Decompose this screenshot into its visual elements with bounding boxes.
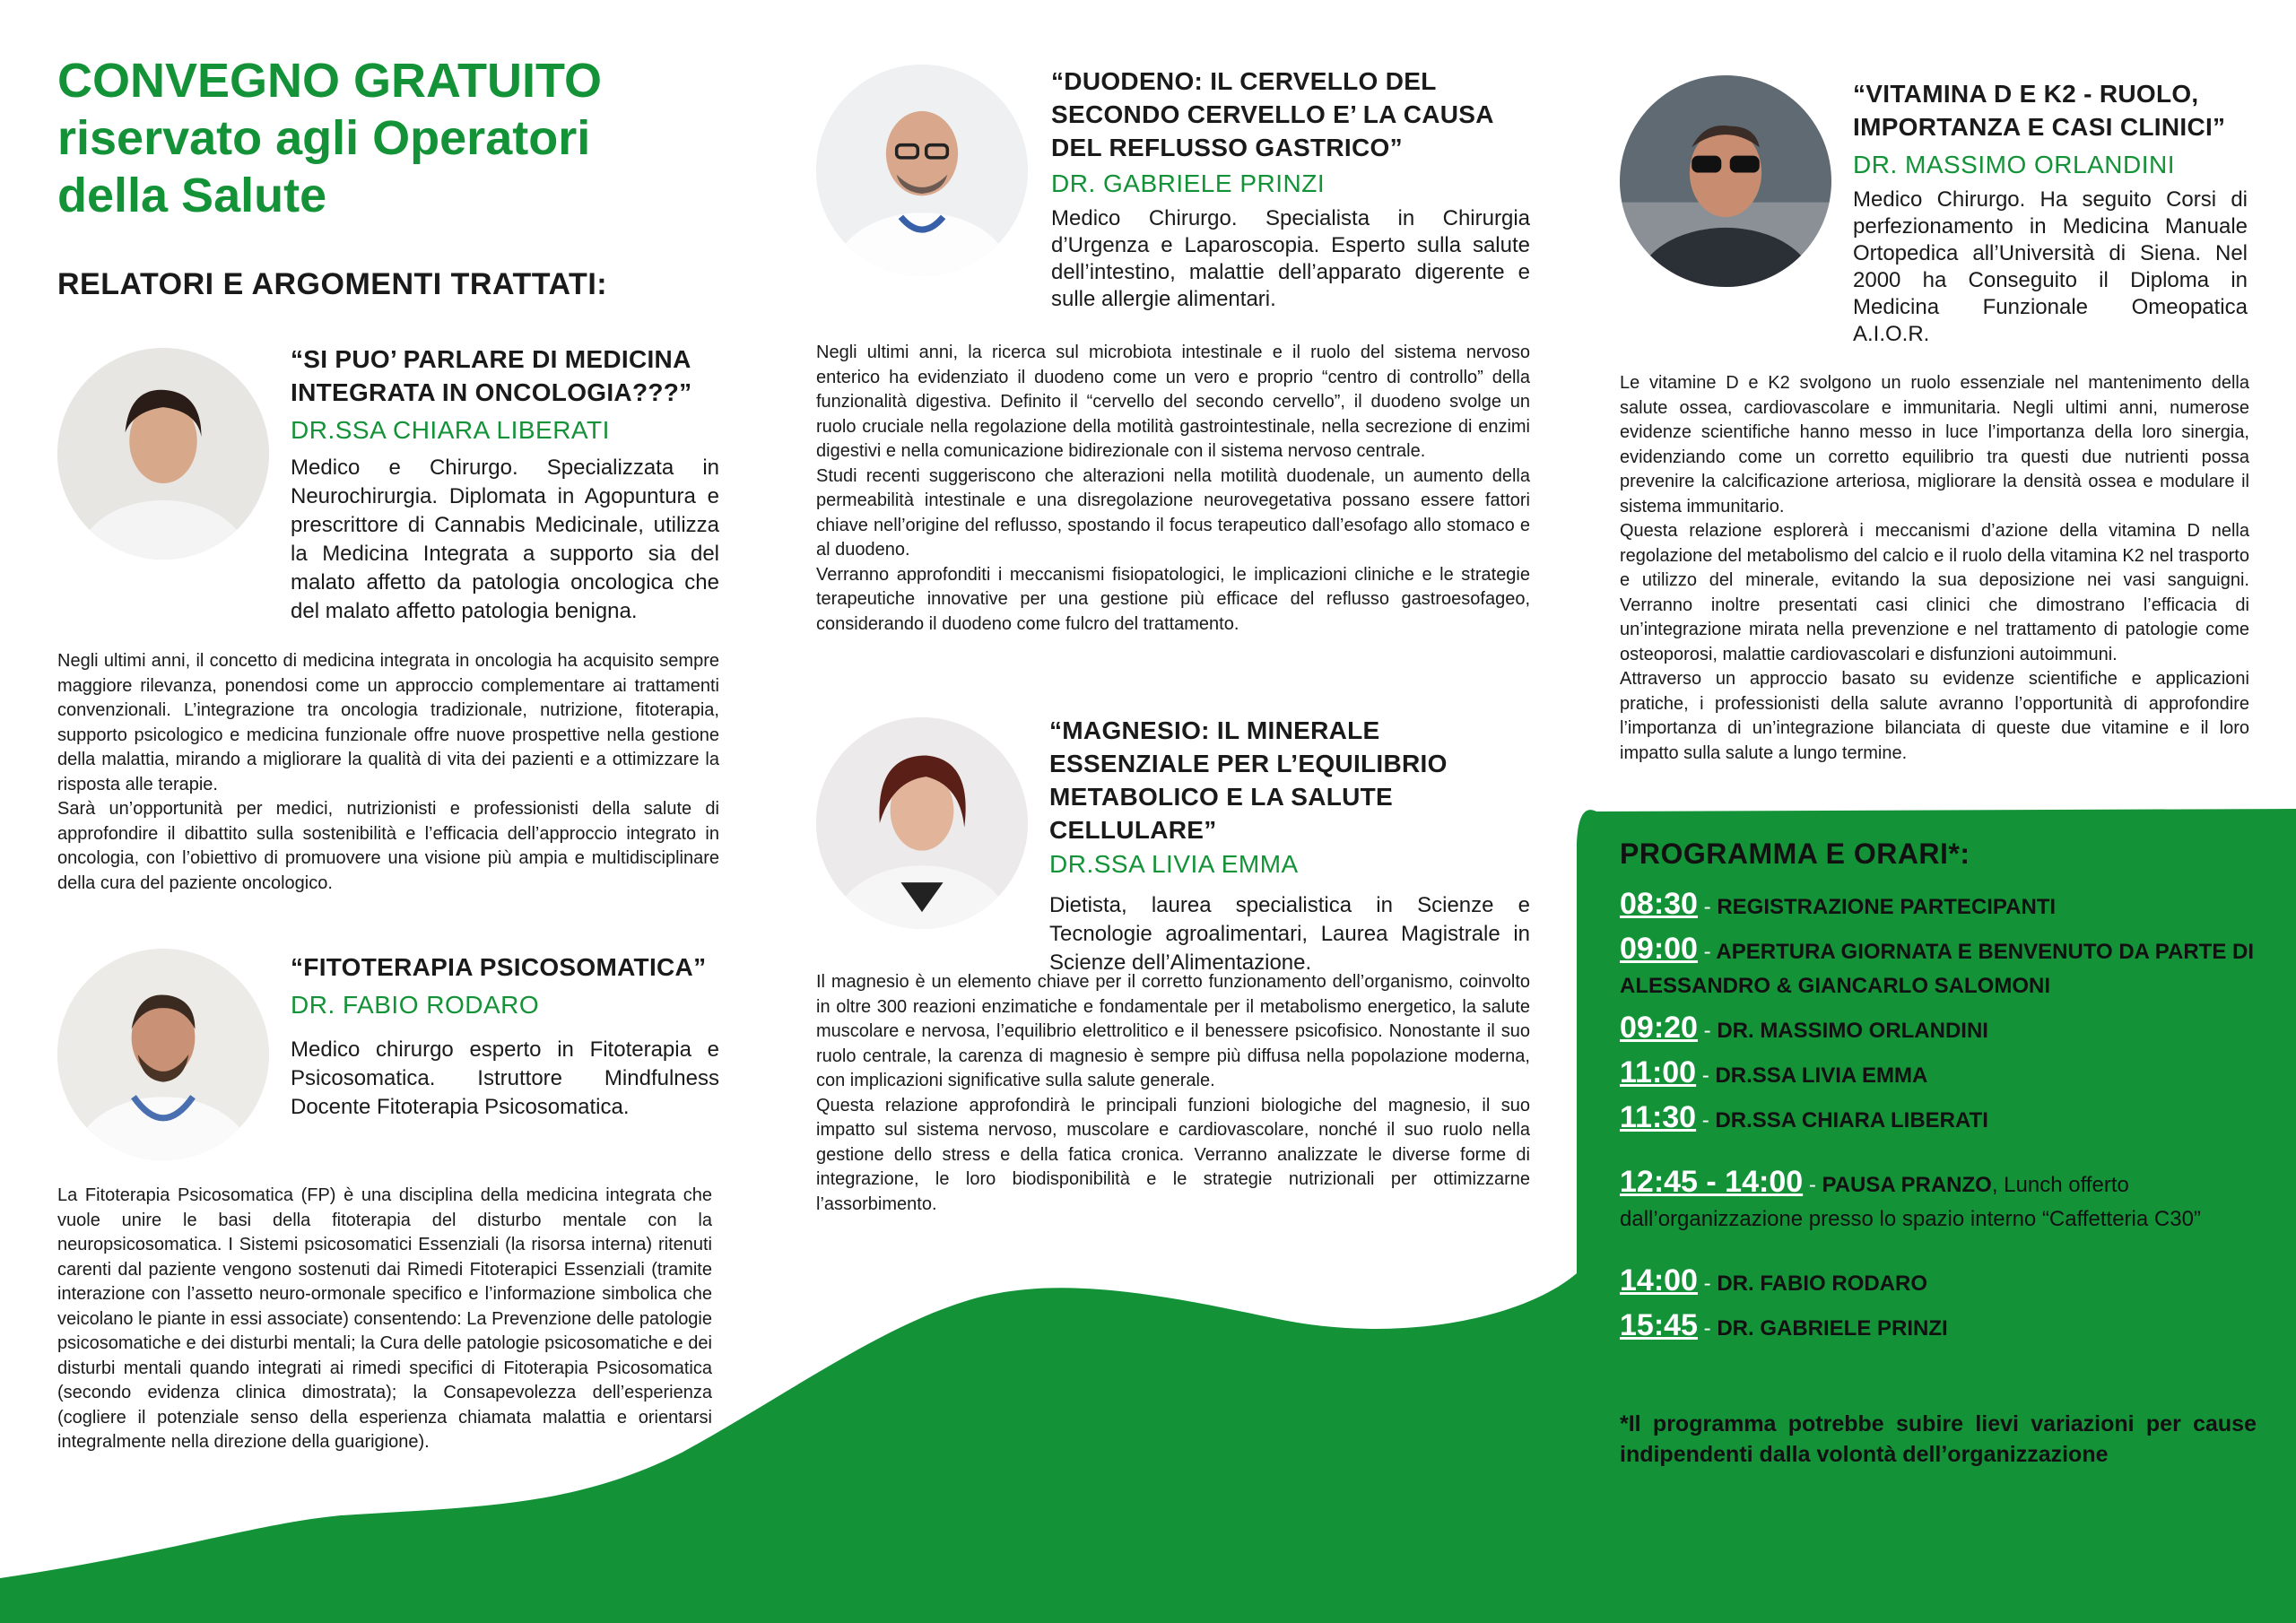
- program-dash: -: [1701, 1063, 1709, 1088]
- program-time: 11:30: [1620, 1100, 1697, 1134]
- program-text: PAUSA PRANZO: [1822, 1173, 1992, 1197]
- program-item: [1620, 887, 2257, 924]
- program-item: [1620, 1165, 2257, 1237]
- speaker-photo-prinzi: [816, 65, 1028, 276]
- speakers-heading: RELATORI E ARGOMENTI TRATTATI:: [57, 267, 608, 301]
- page-title-line-3: della Salute: [57, 169, 327, 222]
- program-text: DR.SSA LIVIA EMMA: [1715, 1063, 1928, 1088]
- paragraph: Questa relazione approfondirà le principali funzioni biologiche del magnesio, il suo impatto sul sistema nervoso, muscolare e cardiovascolare, nonché il suo ruolo nella gestione dello stress e della fatica cronica. Verranno analizzate le diverse forme di integrazione, le loro biodisponibilità e le strategie nutrizionali per ottimizzarne l’assorbimento.: [816, 1095, 1530, 1214]
- header: [57, 52, 739, 224]
- talk-4-description: [816, 970, 1530, 1217]
- program-note: *Il programma potrebbe subire lievi variazioni per cause indipendenti dalla volontà dell’organizzazione: [1620, 1411, 2257, 1467]
- talk-2-description: [57, 1184, 712, 1455]
- paragraph: Negli ultimi anni, il concetto di medicina integrata in oncologia ha acquisito sempre maggiore rilevanza, ponendosi come un approccio complementare ai trattamenti convenzionali. L’integrazione tra oncologia tradizionale, nutrizione, fitoterapia, supporto psicologico e medicina funzionale offre nuove prospettive nella gestione della malattia, mirando a migliorare la qualità di vita dei pazienti e a ottimizzare la risposta alle terapie.: [57, 651, 719, 794]
- talk-2: [291, 950, 719, 1122]
- program-text: DR. FABIO RODARO: [1717, 1271, 1927, 1296]
- speaker-bio: Medico Chirurgo. Specialista in Chirurgia d’Urgenza e Laparoscopia. Esperto sulla salute dell’intestino, malattie dell’apparato digerente e sulle allergie alimentari.: [1051, 206, 1530, 311]
- speaker-photo-liberati: [57, 348, 269, 560]
- speaker-name: DR.SSA LIVIA EMMA: [1049, 850, 1299, 878]
- program-text: APERTURA GIORNATA E BENVENUTO DA PARTE DI ALESSANDRO & GIANCARLO SALOMONI: [1620, 940, 2254, 998]
- speaker-bio: Dietista, laurea specialistica in Scienze e Tecnologie agroalimentari, Laurea Magistrale in Scienze dell’Alimentazione.: [1049, 893, 1530, 975]
- talk-title: “SI PUO’ PARLARE DI MEDICINA INTEGRATA IN ONCOLOGIA???”: [291, 345, 692, 406]
- speaker-name: DR. GABRIELE PRINZI: [1051, 169, 1326, 197]
- talk-1-description: [57, 649, 719, 896]
- program-text: DR. MASSIMO ORLANDINI: [1717, 1019, 1988, 1043]
- talk-3-description: [816, 341, 1530, 637]
- paragraph: Attraverso un approccio basato su evidenze scientifiche e applicazioni pratiche, i professionisti della salute avranno l’opportunità di approfondire l’importanza di un’integrazione bilanciata di queste due vitamine e il loro impatto sulla salute a lungo termine.: [1620, 669, 2249, 763]
- program-dash: -: [1703, 1316, 1711, 1341]
- talk-5: [1853, 77, 2248, 348]
- program-dash: -: [1808, 1173, 1816, 1197]
- paragraph: La Fitoterapia Psicosomatica (FP) è una disciplina della medicina integrata che vuole unire le basi della fitoterapia del disturbo mentale con la neuropsicosomatica. I Sistemi psicosomatici Essenziali (la risorsa interna) ritenuti carenti dal paziente vengono sostenuti dai Rimedi Fitoterapici Essenziali (tramite interazione con l’assetto neuro-ormonale specifico e l’informazione simbolica che veicolano le piante in essi associate) consentendo: La Prevenzione delle patologie psicosomatiche e dei disturbi mentali; la Cura delle patologie psicosomatiche e dei disturbi mentali quando integrati ai rimedi specifici di Fitoterapia Psicosomatica (secondo evidenza clinica dimostrata); la Consapevolezza dell’esperienza (cogliere il potenziale senso della esperienza chiamata malattia e orientarsi integralmente nella direzione della guarigione).: [57, 1185, 712, 1452]
- page-title-line-1: CONVEGNO GRATUITO: [57, 54, 603, 108]
- program-text: DR.SSA CHIARA LIBERATI: [1715, 1108, 1988, 1133]
- program-title: PROGRAMMA E ORARI*:: [1620, 838, 1970, 870]
- speaker-photo-rodaro: [57, 949, 269, 1160]
- speaker-bio: Medico chirurgo esperto in Fitoterapia e Psicosomatica. Istruttore Mindfulness Docente Fitoterapia Psicosomatica.: [291, 1037, 719, 1119]
- program-dash: -: [1703, 895, 1711, 919]
- paragraph: Verranno approfonditi i meccanismi fisiopatologici, le implicazioni cliniche e le strategie terapeutiche innovative per una gestione più efficace del reflusso gastroesofageo, considerando il duodeno come fulcro del trattamento.: [816, 564, 1530, 634]
- talk-3: [1051, 65, 1530, 313]
- speaker-photo-emma: [816, 717, 1028, 929]
- talk-4: [1049, 714, 1530, 977]
- program-dash: -: [1703, 1271, 1711, 1296]
- paragraph: Il magnesio è un elemento chiave per il corretto funzionamento dell’organismo, coinvolto in oltre 300 reazioni enzimatiche e fondamentale per il metabolismo energetico, la salute muscolare e nervosa, l’equilibrio elettrolitico e il benessere psicofisico. Nonostante il suo ruolo centrale, la carenza di magnesio è sempre più diffusa nella popolazione moderna, con implicazioni significative sulla salute generale.: [816, 972, 1530, 1090]
- program-extra: , Lunch offerto dall’organizzazione presso lo spazio interno “Caffetteria C30”: [1620, 1173, 2201, 1231]
- talk-1: [291, 343, 719, 626]
- talk-5-description: [1620, 371, 2249, 766]
- program-dash: -: [1701, 1108, 1709, 1133]
- talk-title: “VITAMINA D E K2 - RUOLO, IMPORTANZA E CASI CLINICI”: [1853, 80, 2226, 141]
- program-time: 08:30: [1620, 887, 1698, 921]
- paragraph: Le vitamine D e K2 svolgono un ruolo essenziale nel mantenimento della salute ossea, cardiovascolare e immunitaria. Negli ultimi anni, numerose evidenze scientifiche hanno messo in luce l’importanza della loro sinergia, evidenziando come un corretto equilibrio tra questi due nutrienti possa prevenire la calcificazione arteriosa, migliorare la densità ossea e modulare il sistema immunitario.: [1620, 373, 2249, 516]
- talk-title: “MAGNESIO: IL MINERALE ESSENZIALE PER L’EQUILIBRIO METABOLICO E LA SALUTE CELLULARE”: [1049, 716, 1448, 844]
- paragraph: Sarà un’opportunità per medici, nutrizionisti e professionisti della salute di approfondire il dibattito sulla sostenibilità e l’efficacia dell’approccio integrato in oncologia, con l’obiettivo di promuovere una visione più ampia e multidisciplinare della cura del paziente oncologico.: [57, 799, 719, 893]
- program-item: [1620, 1263, 2257, 1301]
- program-time: 12:45 - 14:00: [1620, 1165, 1804, 1199]
- talk-title: “DUODENO: IL CERVELLO DEL SECONDO CERVELLO E’ LA CAUSA DEL REFLUSSO GASTRICO”: [1051, 67, 1493, 161]
- program-time: 09:00: [1620, 932, 1698, 966]
- program-section: [1620, 838, 2257, 1470]
- program-time: 15:45: [1620, 1308, 1698, 1342]
- program-item: [1620, 1011, 2257, 1048]
- program-item: [1620, 1100, 2257, 1138]
- speaker-photo-orlandini: [1620, 75, 1831, 287]
- talk-title: “FITOTERAPIA PSICOSOMATICA”: [291, 953, 707, 981]
- program-dash: -: [1703, 1019, 1711, 1043]
- speaker-bio: Medico e Chirurgo. Specializzata in Neurochirurgia. Diplomata in Agopuntura e prescrittore di Cannabis Medicinale, utilizza la Medicina Integrata a supporto sia del malato affetto da patologia oncologica che del malato affetto patologia benigna.: [291, 456, 719, 623]
- program-time: 09:20: [1620, 1011, 1698, 1045]
- program-text: DR. GABRIELE PRINZI: [1717, 1316, 1948, 1341]
- paragraph: Questa relazione esplorerà i meccanismi d’azione della vitamina D nella regolazione del metabolismo del calcio e il ruolo della vitamina K2 nel trasporto e utilizzo del minerale, evitando la sua deposizione nei vasi sanguigni. Verranno inoltre presentati casi clinici che dimostrano l’efficacia di un’integrazione mirata nella prevenzione e nel trattamento di patologie come osteoporosi, malattie cardiovascolari e disfunzioni autoimmuni.: [1620, 521, 2249, 664]
- program-time: 11:00: [1620, 1055, 1697, 1089]
- speaker-bio: Medico Chirurgo. Ha seguito Corsi di perfezionamento in Medicina Manuale Ortopedica all’Università di Siena. Nel 2000 ha Conseguito il Diploma in Medicina Funzionale Omeopatica A.I.O.R.: [1853, 187, 2248, 346]
- program-item: [1620, 932, 2257, 1003]
- program-dash: -: [1703, 940, 1711, 964]
- program-item: [1620, 1308, 2257, 1346]
- speaker-name: DR. FABIO RODARO: [291, 991, 540, 1019]
- speaker-name: DR.SSA CHIARA LIBERATI: [291, 416, 610, 444]
- speaker-name: DR. MASSIMO ORLANDINI: [1853, 151, 2175, 178]
- paragraph: Negli ultimi anni, la ricerca sul microbiota intestinale e il ruolo del sistema nervoso enterico ha evidenziato il duodeno come un vero e proprio “centro di controllo” della funzionalità digestiva. Definito il “cervello del secondo cervello”, il duodeno svolge un ruolo cruciale nella regolazione della motilità gastrointestinale, nella secrezione di enzimi digestivi e nella comunicazione bidirezionale con il sistema nervoso centrale.: [816, 343, 1530, 461]
- program-text: REGISTRAZIONE PARTECIPANTI: [1717, 895, 2057, 919]
- paragraph: Studi recenti suggeriscono che alterazioni nella motilità duodenale, un aumento della permeabilità intestinale e una disregolazione neurovegetativa possano essere fattori chiave nell’origine del reflusso, spostando il focus terapeutico dall’esofago allo stomaco e al duodeno.: [816, 465, 1530, 560]
- program-time: 14:00: [1620, 1263, 1698, 1298]
- page-title-line-2: riservato agli Operatori: [57, 111, 591, 165]
- program-item: [1620, 1055, 2257, 1093]
